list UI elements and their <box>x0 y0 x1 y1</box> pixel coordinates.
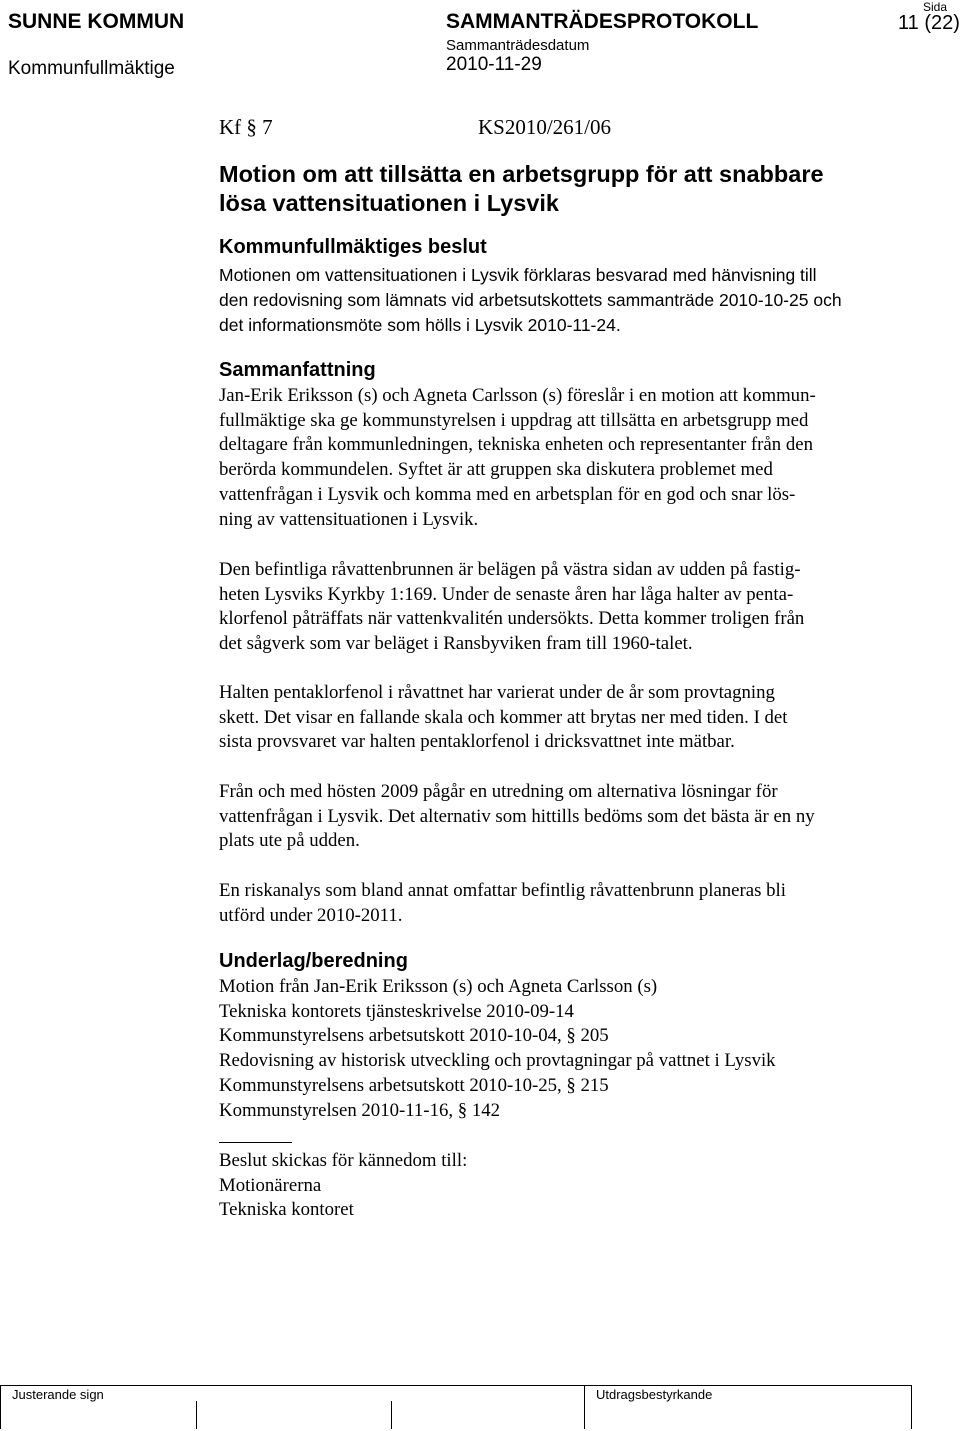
text-line: vattenfrågan i Lysvik och komma med en arbetsplan för en god och snar lös- <box>219 483 796 505</box>
summary-paragraph <box>219 879 919 928</box>
list-item: Motion från Jan-Erik Eriksson (s) och Agneta Carlsson (s) <box>219 976 658 997</box>
list-item: Tekniska kontoret <box>219 1199 354 1221</box>
text-line: den redovisning som lämnats vid arbetsutskottets sammanträde 2010-10-25 och <box>219 290 842 310</box>
meeting-date-label: Sammanträdesdatum <box>446 37 590 54</box>
text-line: fullmäktige ska ge kommunstyrelsen i uppdrag att tillsätta en arbetsgrupp med <box>219 409 809 431</box>
text-line: det informationsmöte som hölls i Lysvik 2010-11-24. <box>219 315 621 335</box>
basis-heading: Underlag/beredning <box>219 950 408 972</box>
signature-box-divider <box>196 1401 197 1429</box>
footer-border <box>584 1385 585 1429</box>
decision-heading: Kommunfullmäktiges beslut <box>219 236 487 258</box>
text-line: klorfenol påträffats när vattenkvalitén undersökts. Detta kommer troligen från <box>219 608 805 630</box>
text-line: skett. Det visar en fallande skala och kommer att brytas ner med tiden. I det <box>219 706 788 728</box>
separator-rule <box>219 1142 292 1143</box>
title-line: Motion om att tillsätta en arbetsgrupp för att snabbare <box>219 161 824 187</box>
justerande-label: Justerande sign <box>12 1387 104 1402</box>
footer-border <box>911 1385 912 1429</box>
title-line: lösa vattensituationen i Lysvik <box>219 190 559 216</box>
text-line: sista provsvaret var halten pentaklorfenol i dricksvattnet inte mätbar. <box>219 731 735 753</box>
signature-box-divider <box>391 1401 392 1429</box>
governing-body: Kommunfullmäktige <box>8 58 175 79</box>
text-line: Halten pentaklorfenol i råvattnet har varierat under de år som provtagning <box>219 682 775 703</box>
text-line: berörda kommundelen. Syftet är att gruppen ska diskutera problemet med <box>219 459 773 481</box>
text-line: deltagare från kommunledningen, tekniska enheten och representanter från den <box>219 434 813 456</box>
text-line: det sågverk som var beläget i Ransbyviken fram till 1960-talet. <box>219 633 693 655</box>
text-line: utförd under 2010-2011. <box>219 904 403 926</box>
list-item: Kommunstyrelsens arbetsutskott 2010-10-04, § 205 <box>219 1025 609 1047</box>
text-line: plats ute på udden. <box>219 830 360 852</box>
list-item: Kommunstyrelsen 2010-11-16, § 142 <box>219 1099 500 1121</box>
case-number: KS2010/261/06 <box>478 115 612 139</box>
summary-paragraph <box>219 558 919 657</box>
text-line: Den befintliga råvattenbrunnen är belägen på västra sidan av udden på fastig- <box>219 559 801 580</box>
footer-top-rule <box>0 1385 912 1386</box>
summary-paragraph <box>219 681 919 755</box>
text-line: Jan-Erik Eriksson (s) och Agneta Carlsson (s) föreslår i en motion att kommun- <box>219 385 816 406</box>
distribution-list <box>219 1149 919 1223</box>
text-line: vattenfrågan i Lysvik. Det alternativ som hittills bedöms som det bästa är en ny <box>219 805 815 827</box>
distribution-intro: Beslut skickas för kännedom till: <box>219 1150 468 1171</box>
text-line: Från och med hösten 2009 pågår en utredning om alternativa lösningar för <box>219 781 778 802</box>
paragraph-reference: Kf § 7 <box>219 115 273 139</box>
organization-name: SUNNE KOMMUN <box>8 10 185 33</box>
meeting-date: 2010-11-29 <box>446 54 542 75</box>
document-type: SAMMANTRÄDESPROTOKOLL <box>446 10 759 33</box>
list-item: Motionärerna <box>219 1174 322 1196</box>
list-item: Kommunstyrelsens arbetsutskott 2010-10-25, § 215 <box>219 1074 609 1096</box>
footer-border <box>0 1385 1 1429</box>
signature-footer <box>0 1385 960 1431</box>
text-line: heten Lysviks Kyrkby 1:169. Under de senaste åren har låga halter av penta- <box>219 583 794 605</box>
page-number: 11 (22) <box>898 12 960 34</box>
page-title <box>219 160 919 218</box>
summary-heading: Sammanfattning <box>219 359 376 381</box>
text-line: Motionen om vattensituationen i Lysvik förklaras besvarad med hänvisning till <box>219 265 817 285</box>
list-item: Redovisning av historisk utveckling och provtagningar på vattnet i Lysvik <box>219 1050 776 1072</box>
list-item: Tekniska kontorets tjänsteskrivelse 2010-09-14 <box>219 1000 574 1022</box>
basis-list <box>219 975 919 1123</box>
page-label: Sida <box>923 0 948 14</box>
text-line: En riskanalys som bland annat omfattar befintlig råvattenbrunn planeras bli <box>219 880 786 901</box>
decision-text <box>219 263 919 338</box>
summary-paragraph <box>219 384 919 532</box>
utdrag-label: Utdragsbestyrkande <box>596 1387 713 1402</box>
summary-paragraph <box>219 780 919 854</box>
text-line: ning av vattensituationen i Lysvik. <box>219 508 479 530</box>
